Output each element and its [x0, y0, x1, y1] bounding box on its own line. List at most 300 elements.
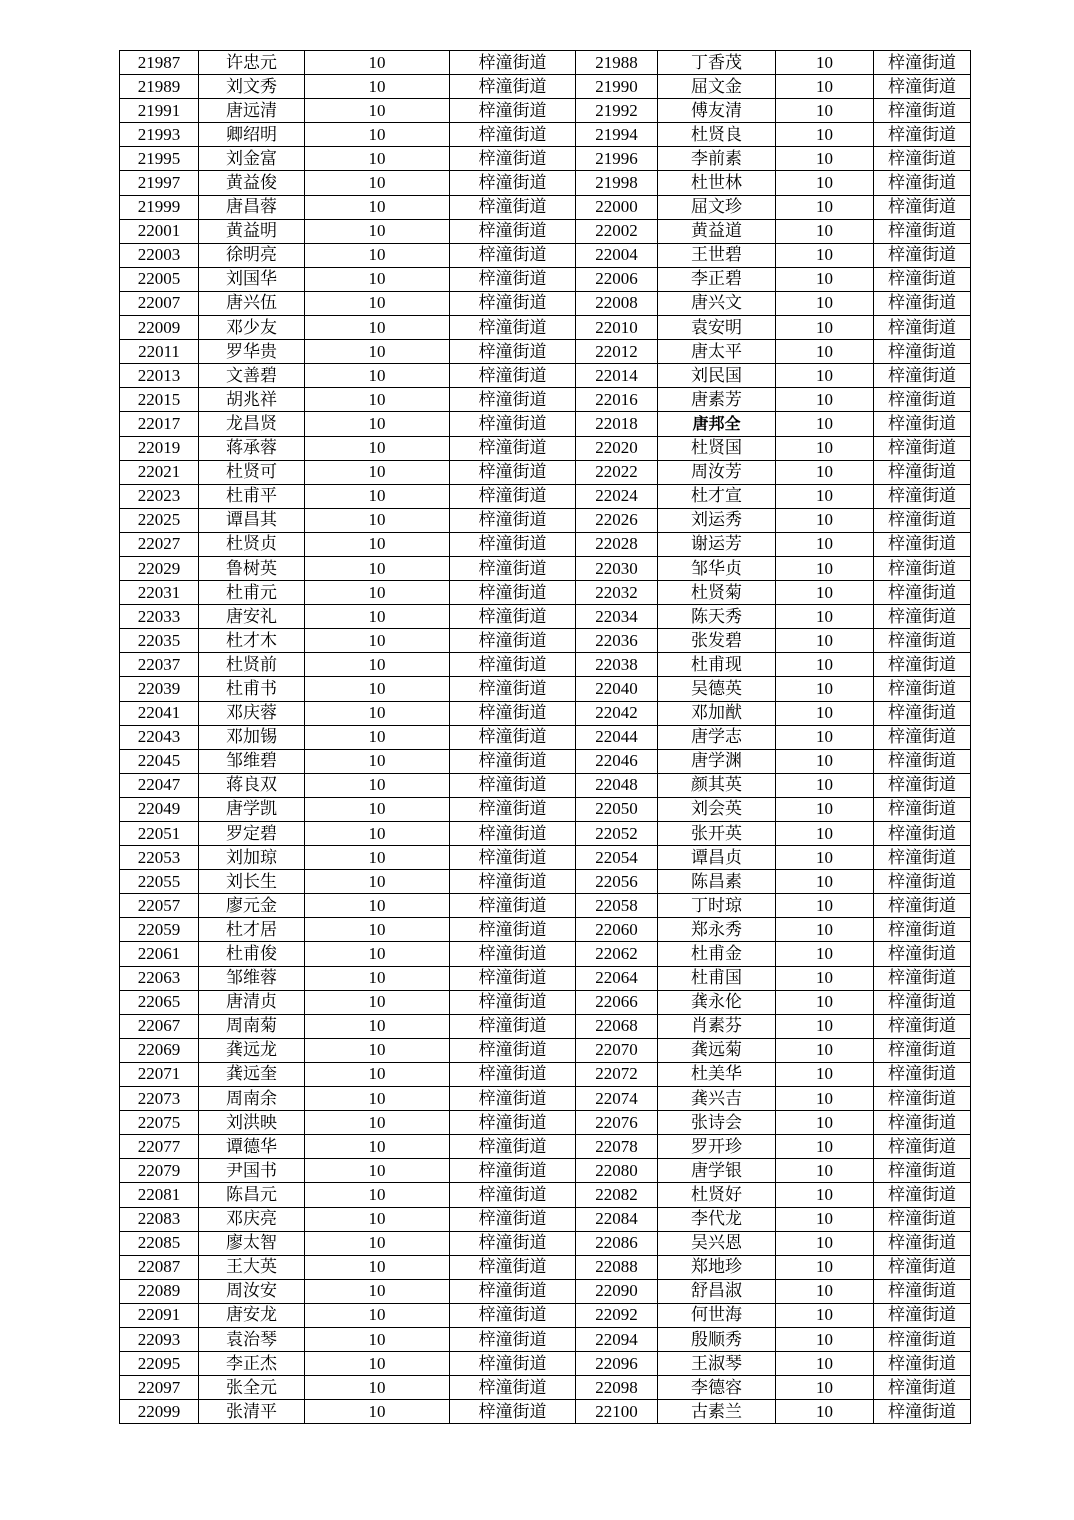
left-id-cell: 21989 — [120, 75, 199, 99]
left-amount-cell: 10 — [305, 1279, 450, 1303]
left-id-cell: 22057 — [120, 894, 199, 918]
right-amount-cell: 10 — [776, 243, 874, 267]
right-street-cell: 梓潼街道 — [874, 1231, 971, 1255]
right-name-cell: 唐学志 — [658, 725, 776, 749]
left-amount-cell: 10 — [305, 388, 450, 412]
left-street-cell: 梓潼街道 — [450, 99, 576, 123]
right-amount-cell: 10 — [776, 484, 874, 508]
left-amount-cell: 10 — [305, 749, 450, 773]
right-name-cell: 谢运芳 — [658, 532, 776, 556]
right-id-cell: 22056 — [576, 870, 658, 894]
left-id-cell: 21995 — [120, 147, 199, 171]
left-street-cell: 梓潼街道 — [450, 1279, 576, 1303]
table-row — [120, 484, 971, 508]
left-name-cell: 张清平 — [199, 1400, 305, 1424]
right-id-cell: 22076 — [576, 1111, 658, 1135]
right-street-cell: 梓潼街道 — [874, 219, 971, 243]
right-name-cell: 何世海 — [658, 1303, 776, 1327]
table-row — [120, 846, 971, 870]
left-amount-cell: 10 — [305, 1087, 450, 1111]
left-street-cell: 梓潼街道 — [450, 870, 576, 894]
table-row — [120, 1376, 971, 1400]
left-name-cell: 杜贤贞 — [199, 532, 305, 556]
left-amount-cell: 10 — [305, 1038, 450, 1062]
left-name-cell: 卿绍明 — [199, 123, 305, 147]
left-street-cell: 梓潼街道 — [450, 701, 576, 725]
left-street-cell: 梓潼街道 — [450, 942, 576, 966]
left-id-cell: 22009 — [120, 316, 199, 340]
right-street-cell: 梓潼街道 — [874, 412, 971, 436]
right-amount-cell: 10 — [776, 460, 874, 484]
right-id-cell: 21994 — [576, 123, 658, 147]
right-amount-cell: 10 — [776, 316, 874, 340]
table-row — [120, 629, 971, 653]
left-id-cell: 22055 — [120, 870, 199, 894]
right-amount-cell: 10 — [776, 340, 874, 364]
right-street-cell: 梓潼街道 — [874, 749, 971, 773]
table-row — [120, 1327, 971, 1351]
right-amount-cell: 10 — [776, 195, 874, 219]
left-name-cell: 周汝安 — [199, 1279, 305, 1303]
right-id-cell: 22036 — [576, 629, 658, 653]
left-amount-cell: 10 — [305, 267, 450, 291]
left-street-cell: 梓潼街道 — [450, 267, 576, 291]
right-name-cell: 杜甫现 — [658, 653, 776, 677]
left-street-cell: 梓潼街道 — [450, 846, 576, 870]
left-amount-cell: 10 — [305, 966, 450, 990]
right-id-cell: 22084 — [576, 1207, 658, 1231]
right-amount-cell: 10 — [776, 773, 874, 797]
left-street-cell: 梓潼街道 — [450, 605, 576, 629]
left-id-cell: 22049 — [120, 797, 199, 821]
right-amount-cell: 10 — [776, 171, 874, 195]
right-id-cell: 22028 — [576, 532, 658, 556]
right-amount-cell: 10 — [776, 436, 874, 460]
left-street-cell: 梓潼街道 — [450, 1014, 576, 1038]
right-name-cell: 刘会英 — [658, 797, 776, 821]
table-row — [120, 267, 971, 291]
left-id-cell: 22051 — [120, 822, 199, 846]
right-amount-cell: 10 — [776, 75, 874, 99]
left-name-cell: 唐安礼 — [199, 605, 305, 629]
right-name-cell: 谭昌贞 — [658, 846, 776, 870]
left-amount-cell: 10 — [305, 822, 450, 846]
right-id-cell: 22096 — [576, 1352, 658, 1376]
right-id-cell: 22032 — [576, 581, 658, 605]
right-street-cell: 梓潼街道 — [874, 1352, 971, 1376]
left-id-cell: 22079 — [120, 1159, 199, 1183]
right-name-cell: 刘运秀 — [658, 508, 776, 532]
left-name-cell: 廖元金 — [199, 894, 305, 918]
left-name-cell: 王大英 — [199, 1255, 305, 1279]
left-street-cell: 梓潼街道 — [450, 1327, 576, 1351]
left-name-cell: 杜贤前 — [199, 653, 305, 677]
right-amount-cell: 10 — [776, 629, 874, 653]
right-amount-cell: 10 — [776, 1400, 874, 1424]
right-amount-cell: 10 — [776, 388, 874, 412]
left-street-cell: 梓潼街道 — [450, 291, 576, 315]
left-amount-cell: 10 — [305, 291, 450, 315]
left-name-cell: 袁治琴 — [199, 1327, 305, 1351]
left-amount-cell: 10 — [305, 1135, 450, 1159]
right-name-cell: 吴兴恩 — [658, 1231, 776, 1255]
table-row — [120, 1207, 971, 1231]
right-id-cell: 22044 — [576, 725, 658, 749]
table-row — [120, 1111, 971, 1135]
table-row — [120, 677, 971, 701]
right-street-cell: 梓潼街道 — [874, 1279, 971, 1303]
left-id-cell: 22013 — [120, 364, 199, 388]
left-id-cell: 22075 — [120, 1111, 199, 1135]
left-id-cell: 21999 — [120, 195, 199, 219]
right-amount-cell: 10 — [776, 653, 874, 677]
left-id-cell: 22043 — [120, 725, 199, 749]
right-name-cell: 黄益道 — [658, 219, 776, 243]
right-name-cell: 李代龙 — [658, 1207, 776, 1231]
table-row — [120, 918, 971, 942]
roster-body — [120, 51, 971, 1424]
left-amount-cell: 10 — [305, 1159, 450, 1183]
left-id-cell: 21987 — [120, 51, 199, 75]
right-id-cell: 22034 — [576, 605, 658, 629]
right-amount-cell: 10 — [776, 581, 874, 605]
left-street-cell: 梓潼街道 — [450, 773, 576, 797]
left-street-cell: 梓潼街道 — [450, 1183, 576, 1207]
left-amount-cell: 10 — [305, 797, 450, 821]
left-amount-cell: 10 — [305, 556, 450, 580]
left-street-cell: 梓潼街道 — [450, 532, 576, 556]
left-name-cell: 龚远奎 — [199, 1062, 305, 1086]
left-name-cell: 刘洪映 — [199, 1111, 305, 1135]
right-amount-cell: 10 — [776, 1303, 874, 1327]
left-amount-cell: 10 — [305, 918, 450, 942]
right-id-cell: 22018 — [576, 412, 658, 436]
left-name-cell: 刘国华 — [199, 267, 305, 291]
left-id-cell: 22035 — [120, 629, 199, 653]
left-street-cell: 梓潼街道 — [450, 171, 576, 195]
left-amount-cell: 10 — [305, 1303, 450, 1327]
left-amount-cell: 10 — [305, 1183, 450, 1207]
left-amount-cell: 10 — [305, 340, 450, 364]
right-id-cell: 22100 — [576, 1400, 658, 1424]
left-id-cell: 22087 — [120, 1255, 199, 1279]
left-name-cell: 邓庆蓉 — [199, 701, 305, 725]
right-street-cell: 梓潼街道 — [874, 532, 971, 556]
right-id-cell: 22010 — [576, 316, 658, 340]
table-row — [120, 870, 971, 894]
left-name-cell: 陈昌元 — [199, 1183, 305, 1207]
left-street-cell: 梓潼街道 — [450, 918, 576, 942]
right-id-cell: 22002 — [576, 219, 658, 243]
left-id-cell: 22083 — [120, 1207, 199, 1231]
right-amount-cell: 10 — [776, 822, 874, 846]
right-id-cell: 22006 — [576, 267, 658, 291]
left-amount-cell: 10 — [305, 677, 450, 701]
left-id-cell: 22095 — [120, 1352, 199, 1376]
left-street-cell: 梓潼街道 — [450, 990, 576, 1014]
right-name-cell: 吴德英 — [658, 677, 776, 701]
left-amount-cell: 10 — [305, 1327, 450, 1351]
right-street-cell: 梓潼街道 — [874, 1303, 971, 1327]
left-name-cell: 蒋良双 — [199, 773, 305, 797]
left-id-cell: 22037 — [120, 653, 199, 677]
right-id-cell: 22012 — [576, 340, 658, 364]
table-row — [120, 653, 971, 677]
left-id-cell: 22023 — [120, 484, 199, 508]
right-id-cell: 22052 — [576, 822, 658, 846]
right-name-cell: 周汝芳 — [658, 460, 776, 484]
right-street-cell: 梓潼街道 — [874, 291, 971, 315]
table-row — [120, 581, 971, 605]
left-id-cell: 21993 — [120, 123, 199, 147]
right-name-cell: 李正碧 — [658, 267, 776, 291]
table-row — [120, 147, 971, 171]
left-name-cell: 鲁树英 — [199, 556, 305, 580]
left-id-cell: 22093 — [120, 1327, 199, 1351]
right-street-cell: 梓潼街道 — [874, 653, 971, 677]
right-amount-cell: 10 — [776, 1135, 874, 1159]
left-amount-cell: 10 — [305, 725, 450, 749]
left-id-cell: 22005 — [120, 267, 199, 291]
right-name-cell: 杜美华 — [658, 1062, 776, 1086]
right-street-cell: 梓潼街道 — [874, 243, 971, 267]
right-name-cell: 杜甫金 — [658, 942, 776, 966]
right-amount-cell: 10 — [776, 918, 874, 942]
right-name-cell: 唐学渊 — [658, 749, 776, 773]
table-row — [120, 1087, 971, 1111]
left-amount-cell: 10 — [305, 1255, 450, 1279]
right-street-cell: 梓潼街道 — [874, 870, 971, 894]
right-id-cell: 22082 — [576, 1183, 658, 1207]
right-street-cell: 梓潼街道 — [874, 1111, 971, 1135]
left-amount-cell: 10 — [305, 316, 450, 340]
right-street-cell: 梓潼街道 — [874, 1159, 971, 1183]
right-street-cell: 梓潼街道 — [874, 725, 971, 749]
right-amount-cell: 10 — [776, 291, 874, 315]
left-name-cell: 蒋承蓉 — [199, 436, 305, 460]
right-amount-cell: 10 — [776, 364, 874, 388]
left-id-cell: 22065 — [120, 990, 199, 1014]
right-street-cell: 梓潼街道 — [874, 508, 971, 532]
left-id-cell: 22045 — [120, 749, 199, 773]
right-name-cell: 李前素 — [658, 147, 776, 171]
right-street-cell: 梓潼街道 — [874, 1376, 971, 1400]
right-amount-cell: 10 — [776, 99, 874, 123]
right-street-cell: 梓潼街道 — [874, 894, 971, 918]
left-id-cell: 22031 — [120, 581, 199, 605]
right-name-cell: 杜世林 — [658, 171, 776, 195]
left-name-cell: 唐安龙 — [199, 1303, 305, 1327]
left-amount-cell: 10 — [305, 219, 450, 243]
roster-table — [119, 50, 971, 1424]
right-street-cell: 梓潼街道 — [874, 605, 971, 629]
right-street-cell: 梓潼街道 — [874, 147, 971, 171]
left-id-cell: 22029 — [120, 556, 199, 580]
right-street-cell: 梓潼街道 — [874, 966, 971, 990]
left-id-cell: 22059 — [120, 918, 199, 942]
right-street-cell: 梓潼街道 — [874, 1087, 971, 1111]
left-amount-cell: 10 — [305, 1014, 450, 1038]
right-name-cell: 杜贤国 — [658, 436, 776, 460]
right-amount-cell: 10 — [776, 1327, 874, 1351]
left-amount-cell: 10 — [305, 123, 450, 147]
right-name-cell: 肖素芬 — [658, 1014, 776, 1038]
table-row — [120, 99, 971, 123]
right-street-cell: 梓潼街道 — [874, 581, 971, 605]
right-id-cell: 22086 — [576, 1231, 658, 1255]
left-id-cell: 22007 — [120, 291, 199, 315]
table-row — [120, 436, 971, 460]
left-id-cell: 22069 — [120, 1038, 199, 1062]
left-amount-cell: 10 — [305, 1111, 450, 1135]
right-street-cell: 梓潼街道 — [874, 1062, 971, 1086]
table-row — [120, 701, 971, 725]
right-street-cell: 梓潼街道 — [874, 195, 971, 219]
table-row — [120, 195, 971, 219]
left-street-cell: 梓潼街道 — [450, 195, 576, 219]
table-row — [120, 291, 971, 315]
left-name-cell: 杜甫书 — [199, 677, 305, 701]
right-street-cell: 梓潼街道 — [874, 990, 971, 1014]
right-name-cell: 杜才宣 — [658, 484, 776, 508]
left-street-cell: 梓潼街道 — [450, 484, 576, 508]
right-id-cell: 22072 — [576, 1062, 658, 1086]
right-id-cell: 22022 — [576, 460, 658, 484]
left-name-cell: 唐兴伍 — [199, 291, 305, 315]
table-row — [120, 1279, 971, 1303]
right-amount-cell: 10 — [776, 51, 874, 75]
right-street-cell: 梓潼街道 — [874, 171, 971, 195]
right-name-cell: 王淑琴 — [658, 1352, 776, 1376]
left-id-cell: 22001 — [120, 219, 199, 243]
table-row — [120, 797, 971, 821]
left-id-cell: 22089 — [120, 1279, 199, 1303]
table-row — [120, 1014, 971, 1038]
left-id-cell: 22071 — [120, 1062, 199, 1086]
right-id-cell: 22004 — [576, 243, 658, 267]
right-id-cell: 22074 — [576, 1087, 658, 1111]
right-amount-cell: 10 — [776, 1279, 874, 1303]
right-street-cell: 梓潼街道 — [874, 75, 971, 99]
right-name-cell: 古素兰 — [658, 1400, 776, 1424]
table-row — [120, 1183, 971, 1207]
right-id-cell: 22038 — [576, 653, 658, 677]
right-street-cell: 梓潼街道 — [874, 340, 971, 364]
right-amount-cell: 10 — [776, 1159, 874, 1183]
left-street-cell: 梓潼街道 — [450, 1231, 576, 1255]
table-row — [120, 51, 971, 75]
left-amount-cell: 10 — [305, 942, 450, 966]
right-id-cell: 22058 — [576, 894, 658, 918]
right-id-cell: 22068 — [576, 1014, 658, 1038]
table-row — [120, 1135, 971, 1159]
table-row — [120, 508, 971, 532]
right-name-cell: 杜贤好 — [658, 1183, 776, 1207]
right-name-cell: 龚远菊 — [658, 1038, 776, 1062]
table-row — [120, 942, 971, 966]
right-street-cell: 梓潼街道 — [874, 1327, 971, 1351]
left-amount-cell: 10 — [305, 364, 450, 388]
right-amount-cell: 10 — [776, 701, 874, 725]
left-amount-cell: 10 — [305, 1400, 450, 1424]
right-amount-cell: 10 — [776, 942, 874, 966]
left-amount-cell: 10 — [305, 605, 450, 629]
left-name-cell: 胡兆祥 — [199, 388, 305, 412]
right-name-cell: 唐兴文 — [658, 291, 776, 315]
left-street-cell: 梓潼街道 — [450, 725, 576, 749]
right-amount-cell: 10 — [776, 1014, 874, 1038]
right-id-cell: 22060 — [576, 918, 658, 942]
table-row — [120, 75, 971, 99]
left-street-cell: 梓潼街道 — [450, 1255, 576, 1279]
left-amount-cell: 10 — [305, 171, 450, 195]
right-amount-cell: 10 — [776, 1231, 874, 1255]
left-street-cell: 梓潼街道 — [450, 653, 576, 677]
right-street-cell: 梓潼街道 — [874, 1183, 971, 1207]
left-street-cell: 梓潼街道 — [450, 75, 576, 99]
right-name-cell: 张诗会 — [658, 1111, 776, 1135]
left-street-cell: 梓潼街道 — [450, 581, 576, 605]
right-amount-cell: 10 — [776, 725, 874, 749]
right-id-cell: 21996 — [576, 147, 658, 171]
right-street-cell: 梓潼街道 — [874, 99, 971, 123]
table-row — [120, 1303, 971, 1327]
left-amount-cell: 10 — [305, 870, 450, 894]
right-id-cell: 22008 — [576, 291, 658, 315]
right-id-cell: 22030 — [576, 556, 658, 580]
right-street-cell: 梓潼街道 — [874, 556, 971, 580]
left-street-cell: 梓潼街道 — [450, 1135, 576, 1159]
left-name-cell: 黄益俊 — [199, 171, 305, 195]
table-row — [120, 412, 971, 436]
table-row — [120, 773, 971, 797]
right-amount-cell: 10 — [776, 1376, 874, 1400]
left-id-cell: 22015 — [120, 388, 199, 412]
table-row — [120, 894, 971, 918]
left-street-cell: 梓潼街道 — [450, 1400, 576, 1424]
left-street-cell: 梓潼街道 — [450, 1038, 576, 1062]
right-amount-cell: 10 — [776, 1255, 874, 1279]
right-amount-cell: 10 — [776, 846, 874, 870]
table-row — [120, 340, 971, 364]
left-name-cell: 唐学凯 — [199, 797, 305, 821]
right-amount-cell: 10 — [776, 966, 874, 990]
right-amount-cell: 10 — [776, 990, 874, 1014]
left-id-cell: 22021 — [120, 460, 199, 484]
right-name-cell: 屈文珍 — [658, 195, 776, 219]
left-id-cell: 22081 — [120, 1183, 199, 1207]
right-street-cell: 梓潼街道 — [874, 436, 971, 460]
left-street-cell: 梓潼街道 — [450, 677, 576, 701]
left-name-cell: 罗定碧 — [199, 822, 305, 846]
left-name-cell: 杜贤可 — [199, 460, 305, 484]
table-row — [120, 316, 971, 340]
left-name-cell: 谭德华 — [199, 1135, 305, 1159]
left-street-cell: 梓潼街道 — [450, 1207, 576, 1231]
right-amount-cell: 10 — [776, 556, 874, 580]
table-row — [120, 123, 971, 147]
table-row — [120, 364, 971, 388]
right-id-cell: 22078 — [576, 1135, 658, 1159]
right-street-cell: 梓潼街道 — [874, 773, 971, 797]
table-row — [120, 1038, 971, 1062]
left-id-cell: 22099 — [120, 1400, 199, 1424]
left-name-cell: 刘金富 — [199, 147, 305, 171]
right-street-cell: 梓潼街道 — [874, 1255, 971, 1279]
left-street-cell: 梓潼街道 — [450, 412, 576, 436]
right-id-cell: 22024 — [576, 484, 658, 508]
right-name-cell: 郑永秀 — [658, 918, 776, 942]
